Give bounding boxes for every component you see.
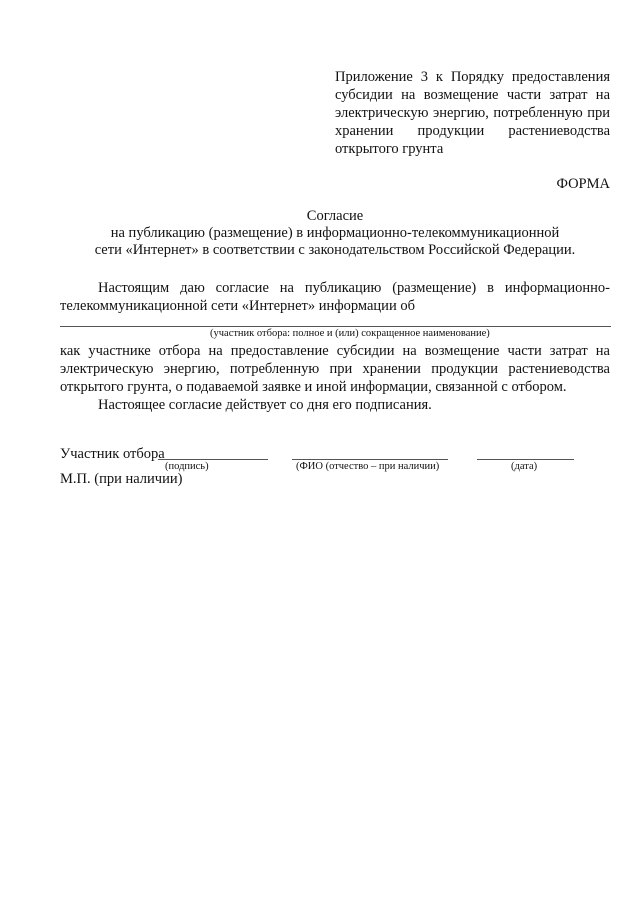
participant-name-caption: (участник отбора: полное и (или) сокращенное наименование) bbox=[210, 328, 490, 339]
date-caption: (дата) bbox=[511, 461, 538, 472]
title-line-3: сети «Интернет» в соответствии с законодательством Российской Федерации. bbox=[94, 242, 576, 258]
signature-line bbox=[158, 459, 268, 460]
date-line bbox=[477, 459, 574, 460]
appendix-reference: Приложение 3 к Порядку предоставления субсидии на возмещение части затрат на электрическую энергию, потребленную при хранении продукции растениеводства открытого грунта bbox=[335, 69, 610, 157]
stamp-label: М.П. (при наличии) bbox=[60, 471, 183, 487]
consent-validity-paragraph: Настоящее согласие действует со дня его подписания. bbox=[98, 397, 432, 413]
document-title bbox=[60, 208, 610, 259]
title-line-1: Согласие bbox=[306, 208, 364, 224]
consent-paragraph-1: Настоящим даю согласие на публикацию (размещение) в информационно-телекоммуникационной сети «Интернет» информации об bbox=[60, 280, 610, 314]
title-line-2: на публикацию (размещение) в информационно-телекоммуникационной bbox=[110, 225, 560, 241]
participant-label: Участник отбора bbox=[60, 446, 165, 462]
form-label: ФОРМА bbox=[556, 176, 610, 192]
consent-paragraph-2: как участнике отбора на предоставление субсидии на возмещение части затрат на электрическую энергию, потребленную при хранении продукции растениеводства открытого грунта, о подаваемой заявке и иной информации, связанной с отбором. bbox=[60, 343, 610, 395]
full-name-caption: (ФИО (отчество – при наличии) bbox=[296, 461, 440, 472]
participant-name-line bbox=[60, 326, 611, 327]
full-name-line bbox=[292, 459, 448, 460]
signature-caption: (подпись) bbox=[165, 461, 209, 472]
